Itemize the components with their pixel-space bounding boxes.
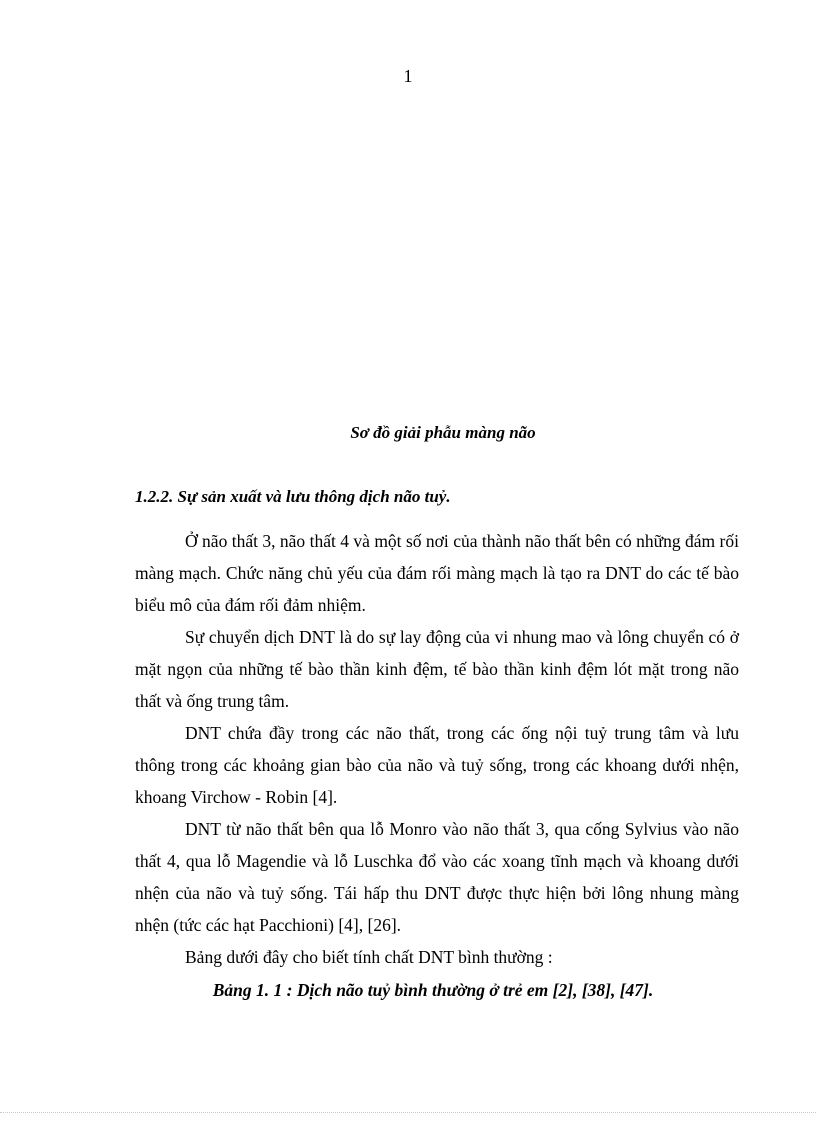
paragraph: Bảng dưới đây cho biết tính chất DNT bình thường : [185,947,553,967]
paragraph: Ở não thất 3, não thất 4 và một số nơi của thành não thất bên có những đám rối màng mạch. Chức năng chủ yếu của đám rối màng mạch là tạo ra DNT do các tế bào biểu mô của đám rối đảm nhiệm. [135,531,739,615]
body-text [135,525,739,973]
paragraph: Sự chuyển dịch DNT là do sự lay động của vi nhung mao và lông chuyển có ở mặt ngọn của những tế bào thần kinh đệm, tế bào thần kinh đệm lót mặt trong não thất và ống trung tâm. [135,627,739,711]
section-heading: 1.2.2. Sự sản xuất và lưu thông dịch não tuỷ. [135,487,451,506]
figure-caption: Sơ đồ giải phẫu màng não [350,423,536,442]
paragraph: DNT chứa đầy trong các não thất, trong các ống nội tuỷ trung tâm và lưu thông trong các khoảng gian bào của não và tuỷ sống, trong các khoang dưới nhện, khoang Virchow - Robin [4]. [135,723,739,807]
table-caption: Bảng 1. 1 : Dịch não tuỷ bình thường ở trẻ em [2], [38], [47]. [212,980,654,1000]
paragraph: DNT từ não thất bên qua lỗ Monro vào não thất 3, qua cống Sylvius vào não thất 4, qua lỗ Magendie và lỗ Luschka đổ vào các xoang tĩnh mạch và khoang dưới nhện của não và tuỷ sống. Tái hấp thu DNT được thực hiện bởi lông nhung màng nhện (tức các hạt Pacchioni) [4], [26]. [135,819,739,935]
page-number: 1 [403,66,413,86]
page-bottom-rule [0,1112,816,1113]
